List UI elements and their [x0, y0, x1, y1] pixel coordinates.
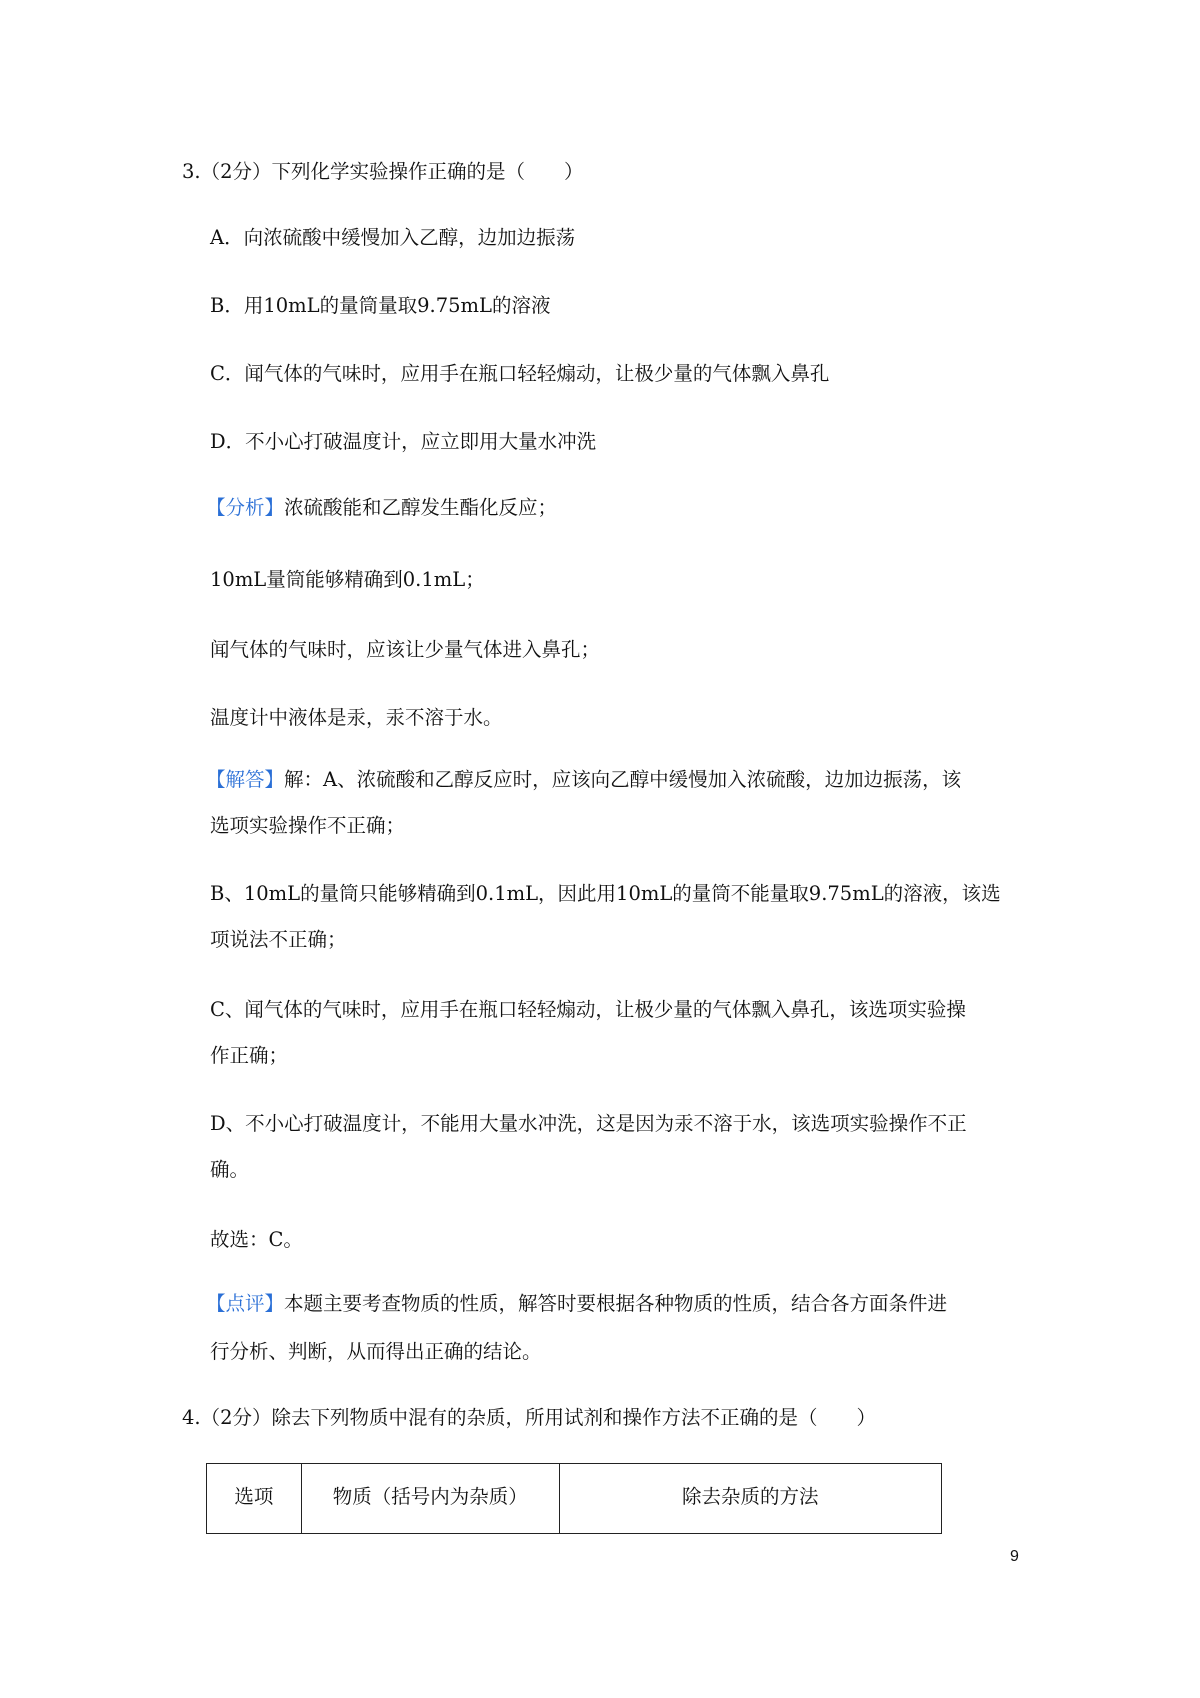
table-header-option: 选项: [207, 1464, 302, 1534]
answer-b-line2: 项说法不正确；: [210, 928, 347, 951]
answer-c-line2: 作正确；: [210, 1044, 289, 1067]
q3-option-a: A．向浓硫酸中缓慢加入乙醇，边加边振荡: [210, 226, 576, 249]
answer-a-line1: 解：A、浓硫酸和乙醇反应时，应该向乙醇中缓慢加入浓硫酸，边加边振荡，该: [284, 768, 962, 791]
analysis-tag: 【分析】: [206, 496, 285, 519]
table-header-substance: 物质（括号内为杂质）: [301, 1464, 559, 1534]
analysis-text-2: 10mL量筒能够精确到0.1mL；: [210, 568, 485, 591]
q3-option-c: C．闻气体的气味时，应用手在瓶口轻轻煽动，让极少量的气体飘入鼻孔: [210, 362, 830, 385]
answer-d-line2: 确。: [210, 1158, 250, 1181]
q4-table: [206, 1463, 942, 1534]
answer-tag: 【解答】: [206, 768, 285, 791]
comment-line1: 本题主要考查物质的性质，解答时要根据各种物质的性质，结合各方面条件进: [284, 1292, 948, 1315]
q3-stem: 3.（2分）下列化学实验操作正确的是（ ）: [182, 160, 584, 183]
table-header-method: 除去杂质的方法: [559, 1464, 941, 1534]
q4-stem: 4.（2分）除去下列物质中混有的杂质，所用试剂和操作方法不正确的是（ ）: [182, 1406, 877, 1429]
page-number: 9: [1010, 1548, 1019, 1565]
comment-tag: 【点评】: [206, 1292, 285, 1315]
answer-a-line2: 选项实验操作不正确；: [210, 814, 406, 837]
analysis-text-4: 温度计中液体是汞，汞不溶于水。: [210, 706, 503, 729]
table-header-row: [207, 1464, 942, 1534]
q3-analysis-line: [206, 494, 557, 522]
analysis-text-1: 浓硫酸能和乙醇发生酯化反应；: [284, 496, 558, 519]
answer-d-line1: D、不小心打破温度计，不能用大量水冲洗，这是因为汞不溶于水，该选项实验操作不正: [210, 1112, 967, 1135]
answer-c-line1: C、闻气体的气味时，应用手在瓶口轻轻煽动，让极少量的气体飘入鼻孔，该选项实验操: [210, 998, 966, 1021]
analysis-text-3: 闻气体的气味时，应该让少量气体进入鼻孔；: [210, 638, 601, 661]
answer-choice: 故选：C。: [210, 1228, 303, 1251]
comment-line2: 行分析、判断，从而得出正确的结论。: [210, 1340, 542, 1363]
q3-comment-line: [206, 1290, 947, 1318]
answer-b-line1: B、10mL的量筒只能够精确到0.1mL，因此用10mL的量筒不能量取9.75mL的溶液，该选: [210, 882, 1001, 905]
q3-answer-line: [206, 766, 961, 794]
q3-option-d: D．不小心打破温度计，应立即用大量水冲洗: [210, 430, 597, 453]
q3-option-b: B．用10mL的量筒量取9.75mL的溶液: [210, 294, 551, 317]
